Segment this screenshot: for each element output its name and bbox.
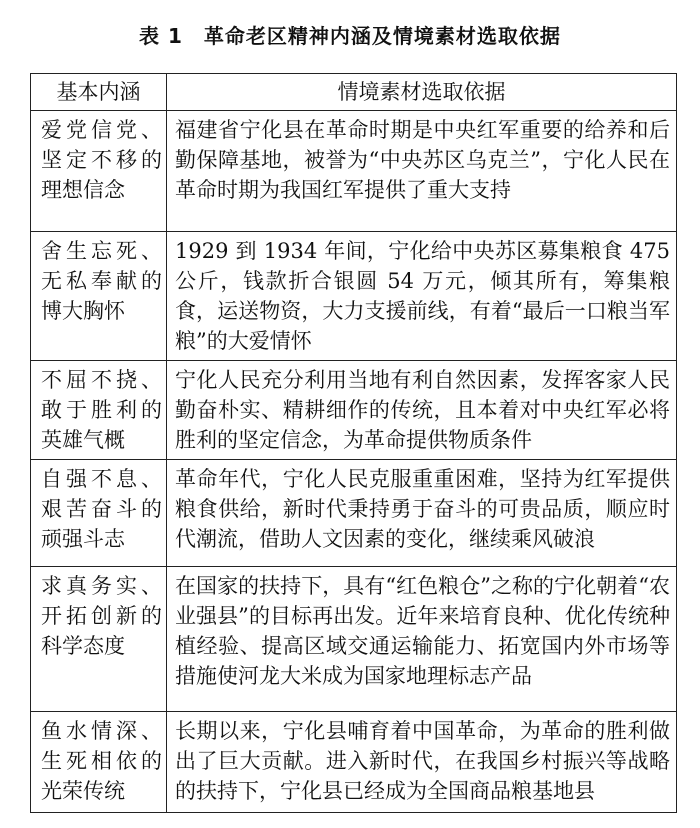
connotation-line: 开拓创新的 [41, 604, 162, 628]
connotation-cell [31, 232, 167, 361]
connotation-line: 舍生忘死、 [41, 239, 162, 263]
connotation-line: 坚定不移的 [41, 148, 162, 172]
content-table [30, 73, 677, 813]
connotation-cell [31, 712, 167, 813]
table-row [31, 460, 677, 567]
basis-cell: 在国家的扶持下，具有“红色粮仓”之称的宁化朝着“农业强县”的目标再出发。近年来培育良种、优化传统种植经验、提高区域交通运输能力、拓宽国内外市场等措施使河龙大米成为国家地理标志产品 [167, 567, 677, 712]
connotation-cell [31, 361, 167, 460]
connotation-line: 顽强斗志 [41, 527, 125, 551]
basis-cell: 革命年代，宁化人民克服重重困难，坚持为红军提供粮食供给，新时代秉持勇于奋斗的可贵品质，顺应时代潮流，借助人文因素的变化，继续乘风破浪 [167, 460, 677, 567]
connotation-line: 博大胸怀 [41, 299, 125, 323]
table-header-row [31, 74, 677, 111]
table-row [31, 111, 677, 232]
basis-cell: 福建省宁化县在革命时期是中央红军重要的给养和后勤保障基地，被誉为“中央苏区乌克兰”，宁化人民在革命时期为我国红军提供了重大支持 [167, 111, 677, 232]
connotation-cell [31, 567, 167, 712]
connotation-line: 敢于胜利的 [41, 398, 162, 422]
connotation-line: 爱党信党、 [41, 118, 162, 142]
connotation-line: 科学态度 [41, 634, 125, 658]
table-row [31, 361, 677, 460]
connotation-cell [31, 460, 167, 567]
header-selection-basis: 情境素材选取依据 [167, 74, 677, 111]
basis-cell: 长期以来，宁化县哺育着中国革命，为革命的胜利做出了巨大贡献。进入新时代，在我国乡村振兴等战略的扶持下，宁化县已经成为全国商品粮基地县 [167, 712, 677, 813]
connotation-line: 理想信念 [41, 178, 125, 202]
connotation-line: 无私奉献的 [41, 269, 162, 293]
connotation-line: 艰苦奋斗的 [41, 497, 162, 521]
connotation-line: 光荣传统 [41, 779, 125, 803]
table-row [31, 567, 677, 712]
connotation-line: 自强不息、 [41, 467, 162, 491]
header-basic-connotation: 基本内涵 [31, 74, 167, 111]
table-caption: 表 1 革命老区精神内涵及情境素材选取依据 [139, 24, 561, 48]
connotation-line: 不屈不挠、 [41, 368, 162, 392]
connotation-line: 求真务实、 [41, 574, 162, 598]
basis-cell: 1929 到 1934 年间，宁化给中央苏区募集粮食 475 公斤，钱款折合银圆 54 万元，倾其所有，筹集粮食，运送物资，大力支援前线，有着“最后一口粮当军粮”的大爱情怀 [167, 232, 677, 361]
connotation-line: 英雄气概 [41, 428, 125, 452]
basis-cell: 宁化人民充分利用当地有利自然因素，发挥客家人民勤奋朴实、精耕细作的传统，且本着对中央红军必将胜利的坚定信念，为革命提供物质条件 [167, 361, 677, 460]
table-row [31, 232, 677, 361]
table-row [31, 712, 677, 813]
connotation-line: 生死相依的 [41, 749, 162, 773]
connotation-line: 鱼水情深、 [41, 719, 162, 743]
connotation-cell [31, 111, 167, 232]
